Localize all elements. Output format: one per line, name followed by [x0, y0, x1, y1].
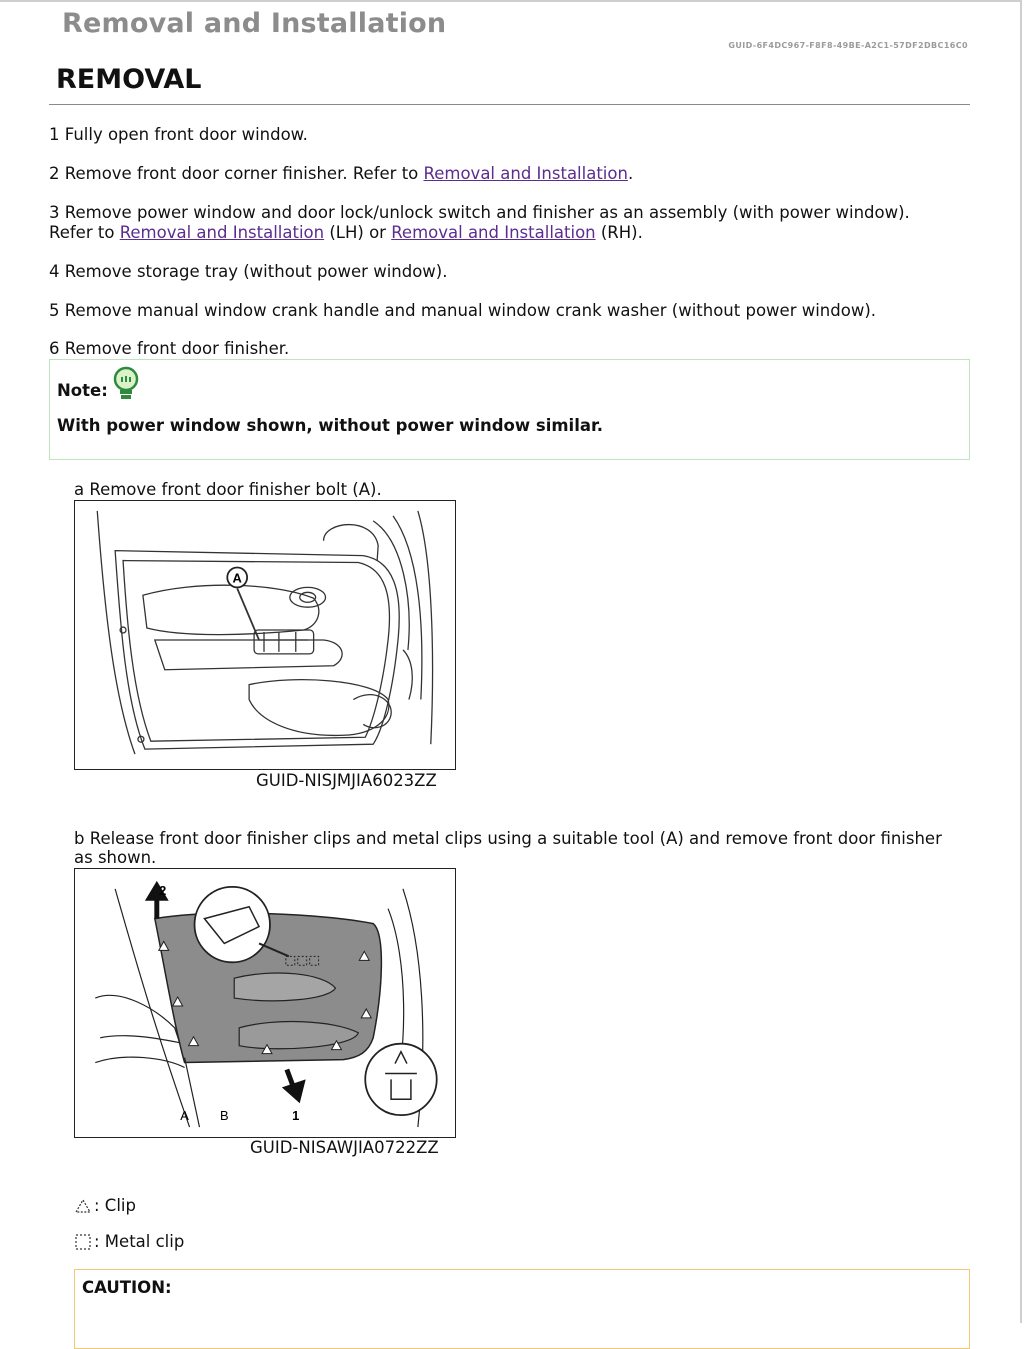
step-2 [49, 164, 633, 184]
step-1: 1 Fully open front door window. [49, 125, 308, 144]
figure-finisher-clips [74, 868, 456, 1138]
document-guid: GUID-6F4DC967-F8F8-49BE-A2C1-57DF2DBC16C0 [728, 41, 968, 50]
fig2-label-1: 1 [292, 1108, 300, 1124]
fig2-label-a: A [180, 1108, 189, 1124]
caution-label: CAUTION: [82, 1278, 172, 1297]
step-3-line-1: 3 Remove power window and door lock/unlock switch and finisher as an assembly (with power window). [49, 203, 910, 222]
metal-clip-symbol-icon [74, 1233, 92, 1251]
step-4: 4 Remove storage tray (without power window). [49, 262, 448, 281]
clip-symbol-icon [74, 1198, 92, 1214]
figure-1-caption: GUID-NISJMJIA6023ZZ [256, 771, 437, 790]
label-a-callout [227, 568, 247, 588]
legend-metal-clip-label: : Metal clip [94, 1232, 185, 1251]
substep-b [74, 829, 942, 867]
note-text: With power window shown, without power window similar. [57, 416, 604, 435]
figure-2-caption: GUID-NISAWJIA0722ZZ [250, 1138, 439, 1157]
door-finisher-illustration [75, 501, 455, 769]
legend-metal-clip [74, 1232, 184, 1251]
substep-b-line-2: as shown. [74, 848, 157, 867]
note-label: Note: [57, 381, 108, 400]
step-6: 6 Remove front door finisher. [49, 339, 290, 358]
step-3-or: (LH) or [324, 223, 392, 242]
fig1-label-a: A [232, 570, 242, 586]
step-5: 5 Remove manual window crank handle and manual window crank washer (without power window). [49, 301, 877, 320]
step-3-end: (RH). [595, 223, 643, 242]
step-3-line-2 [49, 223, 910, 243]
clips-removal-illustration [75, 869, 455, 1137]
step-3-link-lh[interactable]: Removal and Installation [119, 223, 325, 242]
substep-b-line-1: b Release front door finisher clips and metal clips using a suitable tool (A) and remove front door finisher [74, 829, 942, 848]
fig2-label-2: 2 [159, 882, 167, 898]
step-2-text: 2 Remove front door corner finisher. Refer to [49, 164, 424, 183]
step-2-link[interactable]: Removal and Installation [423, 164, 628, 183]
section-title: REMOVAL [56, 64, 202, 95]
fig2-label-b: B [219, 1108, 229, 1124]
section-divider [49, 104, 970, 105]
caution-box [74, 1269, 970, 1349]
figure-finisher-bolt [74, 500, 456, 770]
step-3-link-rh[interactable]: Removal and Installation [391, 223, 596, 242]
page-title: Removal and Installation [62, 8, 447, 39]
step-2-end: . [627, 164, 634, 183]
step-3 [49, 203, 910, 243]
note-box [49, 359, 970, 460]
legend-clip-label: : Clip [94, 1196, 136, 1215]
step-3-refer: Refer to [49, 223, 120, 242]
legend-clip [74, 1196, 136, 1215]
substep-a: a Remove front door finisher bolt (A). [74, 480, 382, 499]
lightbulb-icon [111, 365, 141, 403]
